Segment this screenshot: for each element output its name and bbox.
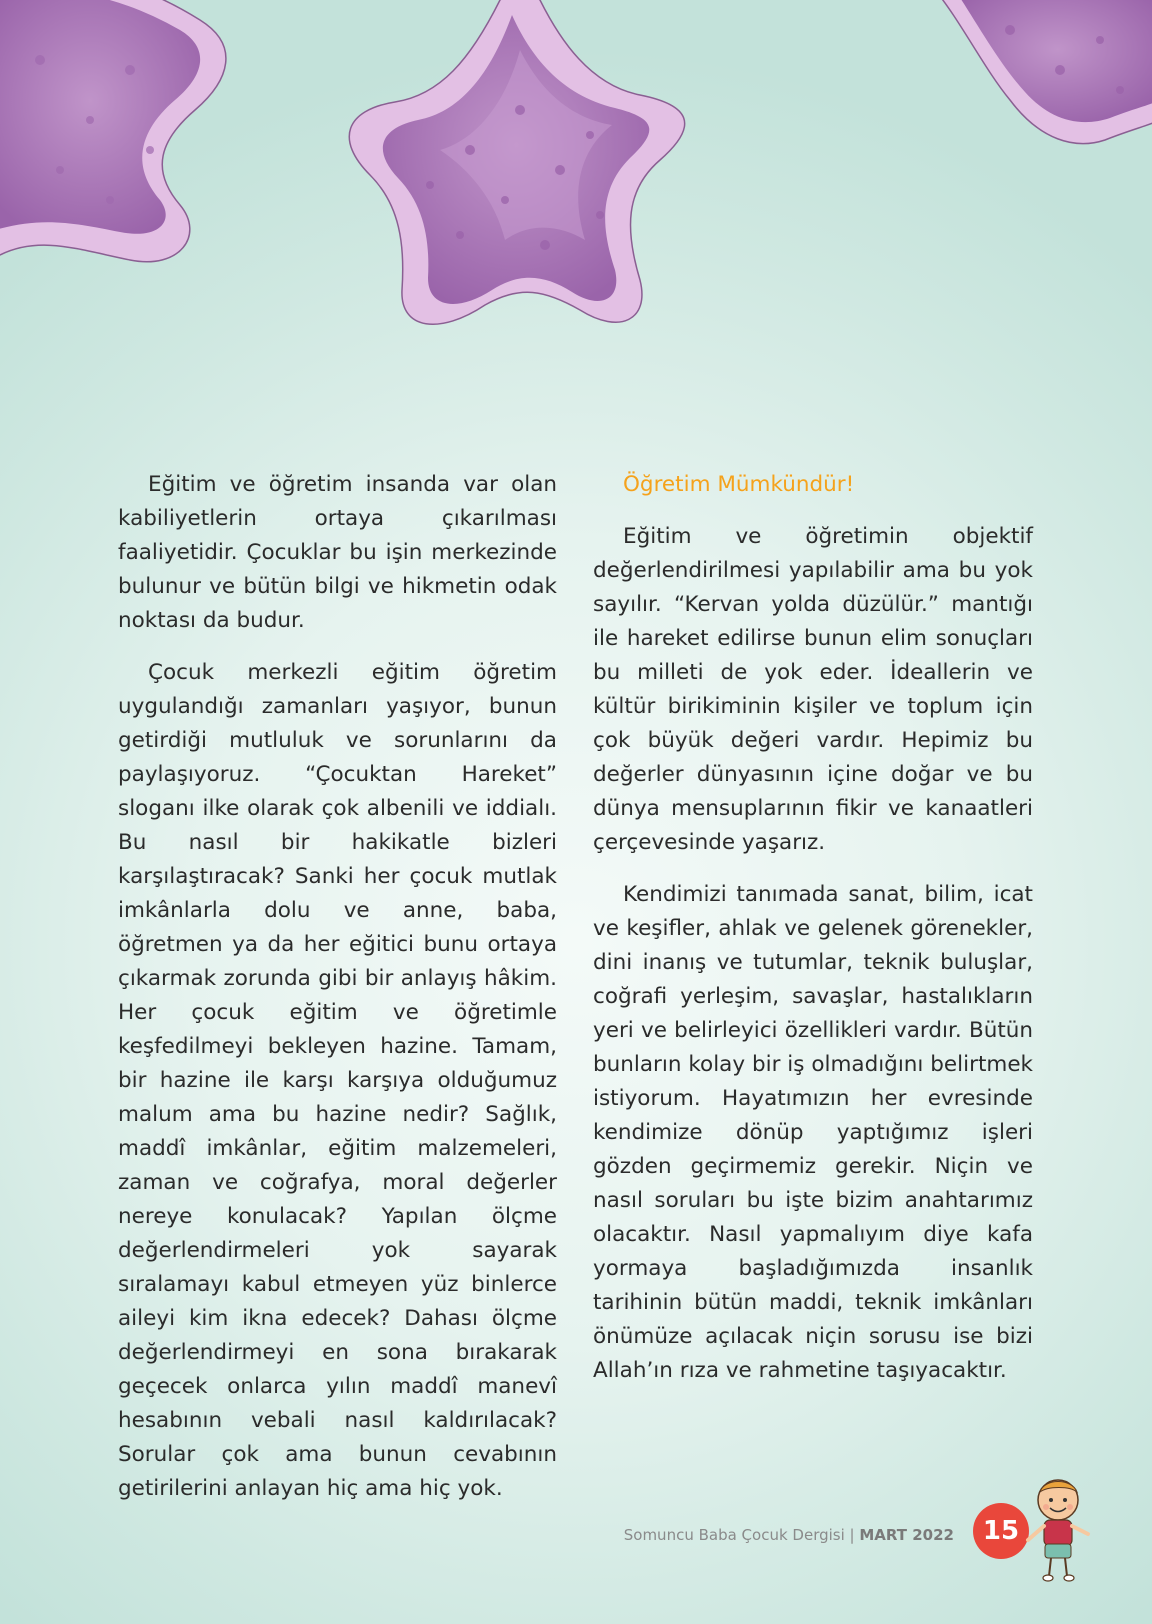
page-footer: [624, 1526, 954, 1544]
star-icon: [935, 0, 1152, 144]
section-heading: Öğretim Mümkündür!: [623, 472, 855, 497]
page-number-badge: 15: [973, 1503, 1029, 1559]
paragraph: Eğitim ve öğretimin objektif değerlendirilmesi yapılabilir ama bu yok sayılır. “Kervan yolda düzülür.” mantığı ile hareket edilirse bunun elim sonuçları bu milleti de yok eder. İdeallerin ve kültür birikiminin kişiler ve toplum için çok büyük değeri vardır. Hepimiz bu değerler dünyasının içine doğar ve bu dünya mensuplarının fikir ve kanaatleri çerçevesinde yaşarız.: [593, 524, 1033, 855]
footer-separator: |: [844, 1526, 860, 1544]
paragraph: Kendimizi tanımada sanat, bilim, icat ve keşifler, ahlak ve gelenek görenekler, dini inanış ve tutumlar, teknik buluşlar, coğrafi yerleşim, savaşlar, hastalıkların yeri ve belirleyici özellikleri vardır. Bütün bunların kolay bir iş olmadığını belirtmek istiyorum. Hayatımızın her evresinde kendimize dönüp yaptığımız işleri gözden geçirmemiz gerekir. Niçin ve nasıl soruları bu işte bizim anahtarımız olacaktır. Nasıl yapmalıyım diye kafa yormaya başladığımızda insanlık tarihinin bütün maddi, teknik imkânları önümüze açılacak niçin sorusu ise bizi Allah’ın rıza ve rahmetine taşıyacaktır.: [593, 882, 1033, 1383]
paragraph: Eğitim ve öğretim insanda var olan kabiliyetlerin ortaya çıkarılması faaliyetidir. Çocuklar bu işin merkezinde bulunur ve bütün bilgi ve hikmetin odak noktası da budur.: [118, 472, 557, 633]
issue-date: MART 2022: [859, 1526, 954, 1544]
kid-mascot-icon: [1022, 1478, 1102, 1588]
magazine-name: Somuncu Baba Çocuk Dergisi: [623, 1526, 845, 1544]
star-icon: [0, 0, 226, 262]
article-left-column: [118, 468, 557, 1524]
star-icon: [349, 0, 684, 324]
decorative-stars: [0, 0, 1152, 360]
article-right-column: [593, 468, 1033, 1406]
paragraph: Çocuk merkezli eğitim öğretim uygulandığı zamanları yaşıyor, bunun getirdiği mutluluk ve sorunlarını da paylaşıyoruz. “Çocuktan Hareket” sloganı ilke olarak çok albenili ve iddialı. Bu nasıl bir hakikatle bizleri karşılaştıracak? Sanki her çocuk mutlak imkânlarla dolu ve anne, baba, öğretmen ya da her eğitici bunu ortaya çıkarmak zorunda gibi bir anlayış hâkim. Her çocuk eğitim ve öğretimle keşfedilmeyi bekleyen hazine. Tamam, bir hazine ile karşı karşıya olduğumuz malum ama bu hazine nedir? Sağlık, maddî imkânlar, eğitim malzemeleri, zaman ve coğrafya, moral değerler nereye konulacak? Yapılan ölçme değerlendirmeleri yok sayarak sıralamayı kabul etmeyen yüz binlerce aileyi kim ikna edecek? Dahası ölçme değerlendirmeyi en sona bırakarak geçecek onlarca yılın maddî manevî hesabının vebali nasıl kaldırılacak? Sorular çok ama bunun cevabının getirilerini anlayan hiç ama hiç yok.: [118, 660, 557, 1501]
